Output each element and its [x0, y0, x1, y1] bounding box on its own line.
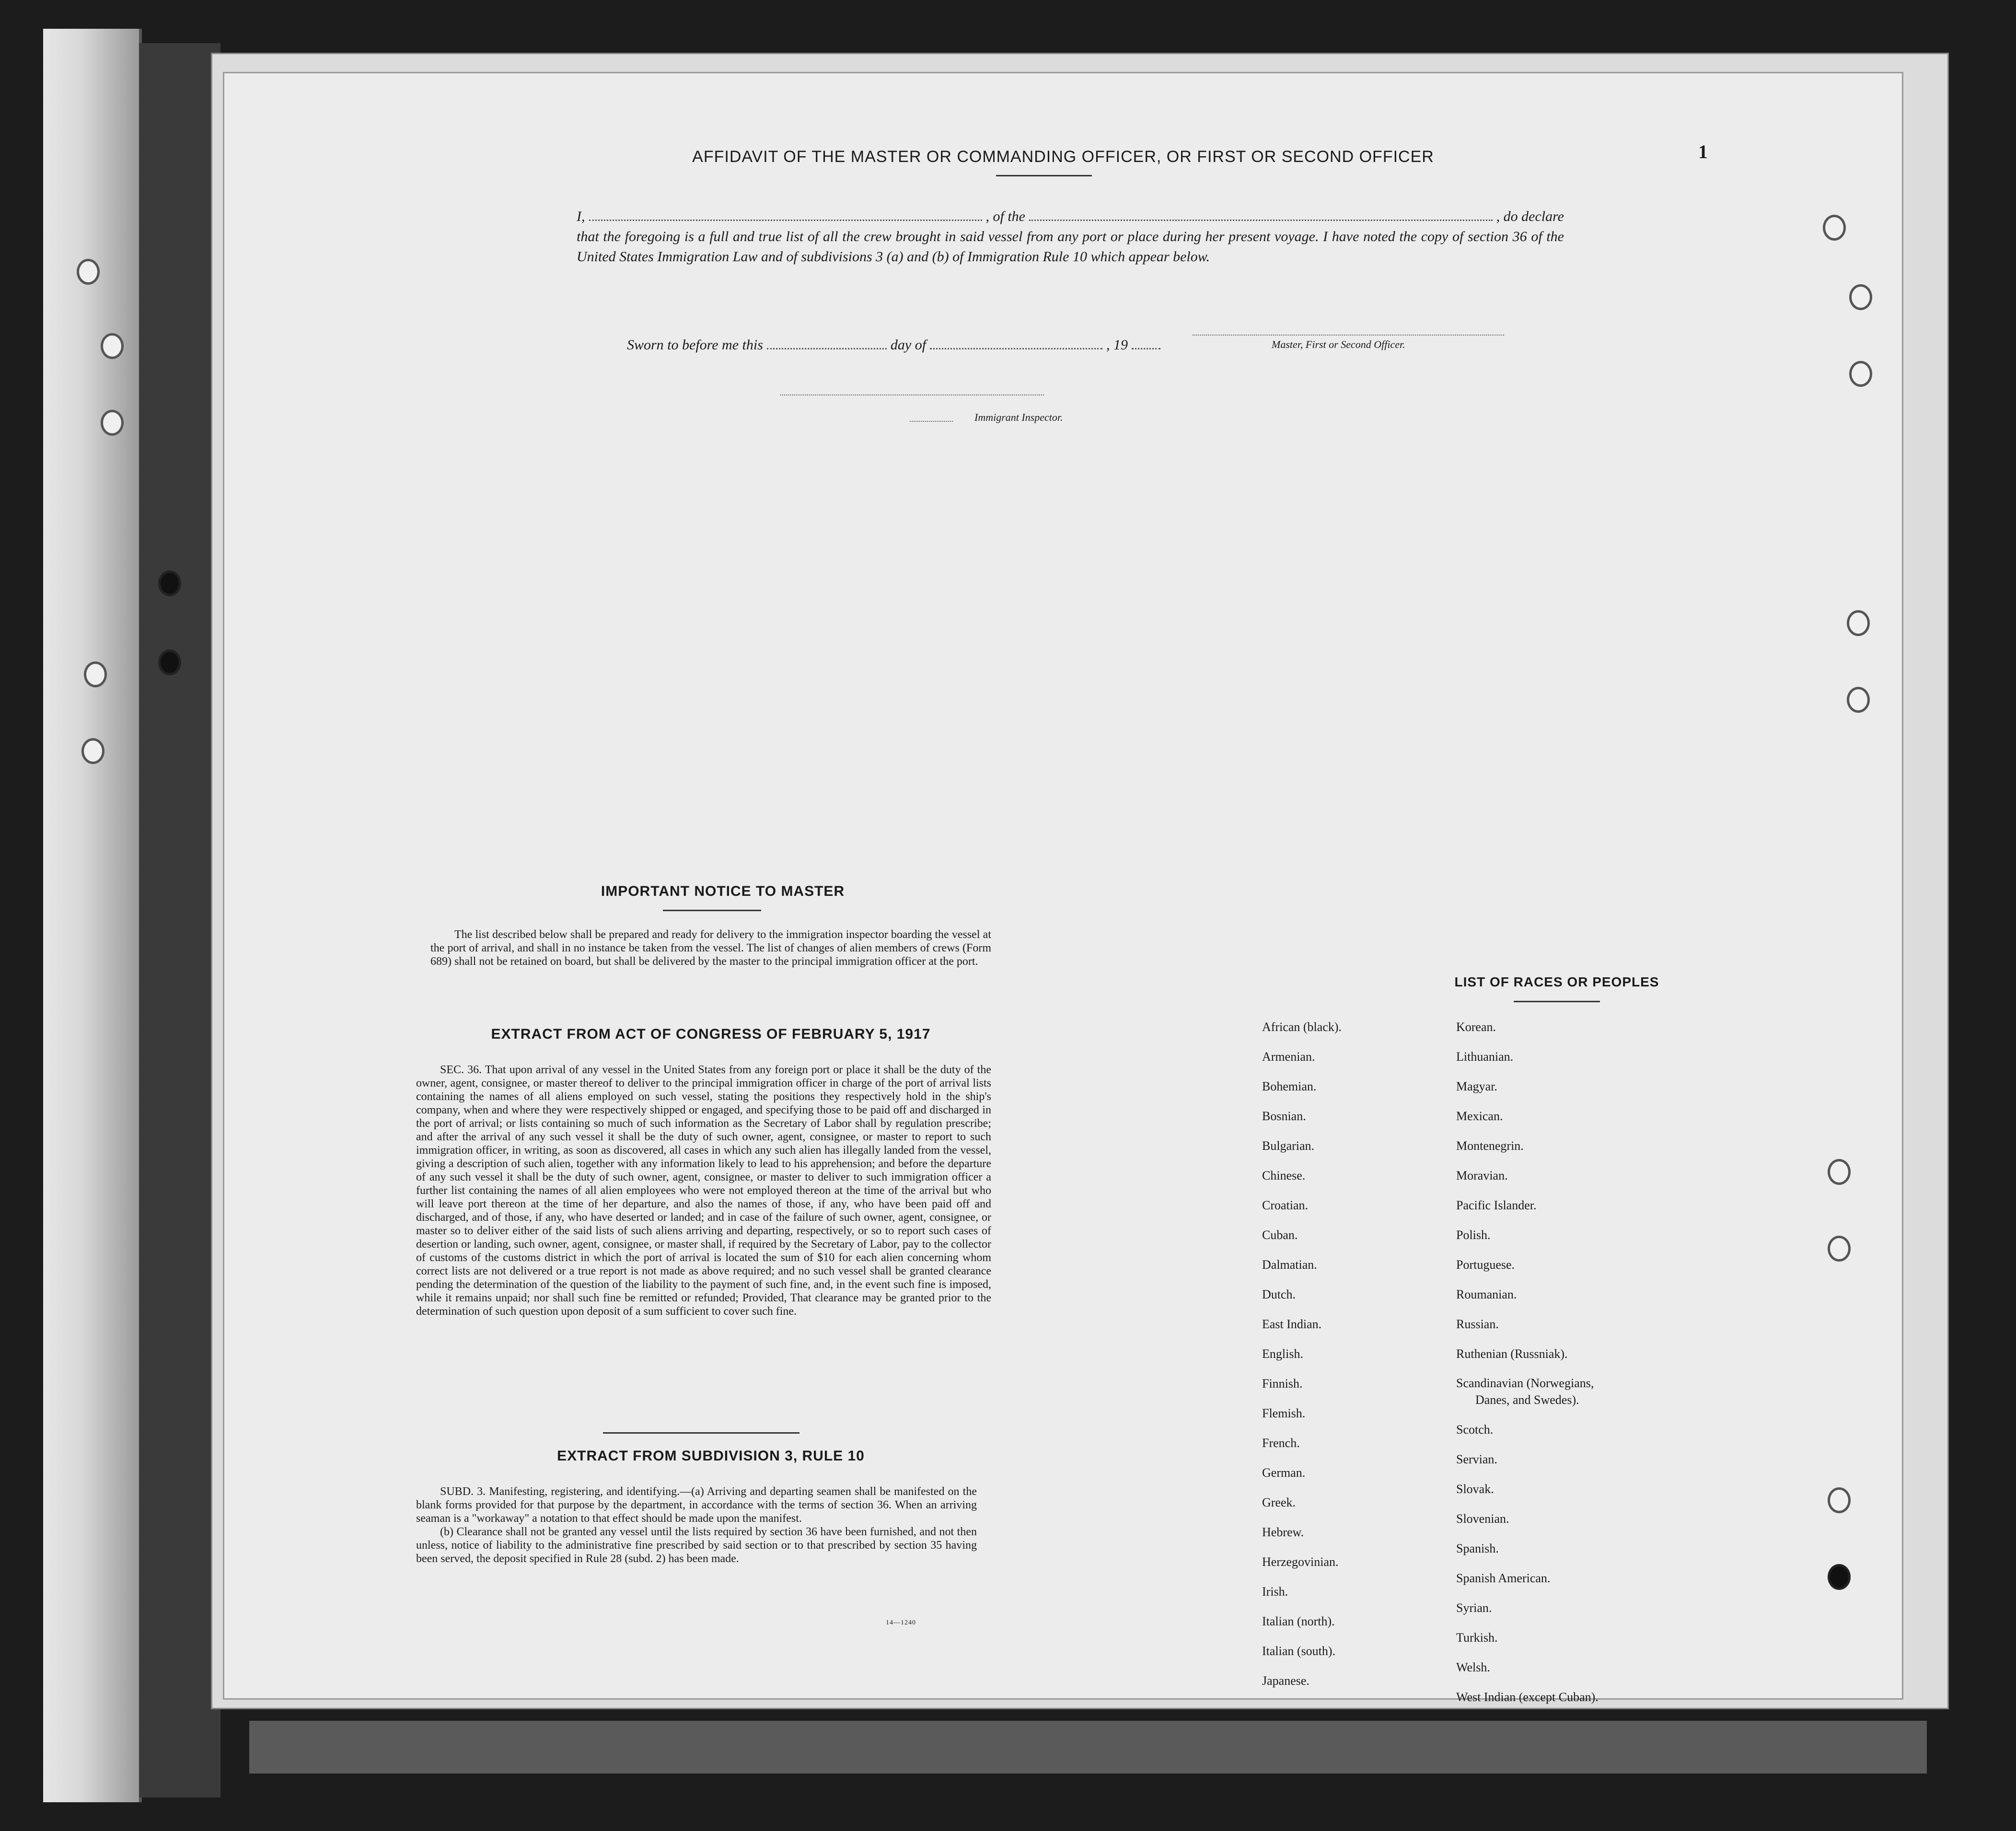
binder-hole — [101, 333, 124, 359]
race-item: Irish. — [1262, 1585, 1288, 1599]
notice-title: IMPORTANT NOTICE TO MASTER — [601, 883, 845, 899]
race-item: English. — [1262, 1347, 1303, 1361]
race-item: Slovak. — [1456, 1482, 1494, 1496]
race-item: Herzegovinian. — [1262, 1555, 1339, 1569]
notice-paragraph: The list described below shall be prepared and ready for delivery to the immigration inspector boarding the vessel at the port of arrival, and shall in no instance be taken from the vessel. The list of changes of alien members of crews (Form 689) shall not be retained on board, but shall be delivered by the master to the principal immigration officer at the port. — [430, 928, 991, 968]
notice-body — [430, 928, 991, 968]
title-rule — [996, 175, 1092, 176]
race-item: Italian (south). — [1262, 1644, 1336, 1658]
day-blank[interactable] — [767, 348, 887, 349]
binder-hole — [1828, 1159, 1851, 1185]
page-number: 1 — [1698, 141, 1708, 162]
race-item: Roumanian. — [1456, 1287, 1517, 1301]
races-left-column — [1262, 1020, 1342, 1704]
binder-hole — [1849, 361, 1872, 387]
race-item: Lithuanian. — [1456, 1050, 1514, 1064]
binder-hole — [1847, 610, 1870, 636]
binder-hole — [1828, 1564, 1851, 1590]
inspector-label: Immigrant Inspector. — [974, 411, 1063, 423]
race-item: East Indian. — [1262, 1317, 1322, 1331]
rule-paragraph-a: SUBD. 3. Manifesting, registering, and identifying.—(a) Arriving and departing seamen shall be manifested on the blank forms provided for that purpose by the department, in accordance with the terms of section 36. When an arriving seaman is a "workaway" a notation to that effect should be made upon the manifest. — [416, 1485, 977, 1525]
day-of-label: day of — [890, 337, 927, 353]
race-item: Scandinavian (Norwegians, — [1456, 1376, 1594, 1390]
manifest-page — [223, 72, 1903, 1704]
affidavit-body — [577, 207, 1564, 267]
race-item: Spanish. — [1456, 1541, 1499, 1555]
act-paragraph: SEC. 36. That upon arrival of any vessel in the United States from any foreign port or place it shall be the duty of the owner, agent, consignee, or master thereof to deliver to the principal immigration officer in charge of the port of arrival lists containing the names of all aliens employed on such vessel, stating the positions they respectively hold in the ship's company, when and where they were respectively shipped or engaged, and specifying those to be paid off and discharged in the port of arrival; or lists containing so much of such information as the Secretary of Labor shall by regulation prescribe; and after the arrival of any such vessel it shall be the duty of such owner, agent, consignee, or master to report to such immigration officer, in writing, as soon as discovered, all cases in which any such alien has illegally landed from the vessel, giving a description of such alien, together with any information likely to lead to his apprehension; and before the departure of any such vessel it shall be the duty of such owner, agent, consignee, or master to deliver to such immigration officer a further list containing the names of all alien employees who were not employed thereon at the time of the arrival but who will leave port thereon at the time of her departure, and also the names of those, if any, who have been paid off and discharged, and of those, if any, who have deserted or landed; and in case of the failure of such owner, agent, consignee, or master so to deliver either of the said lists of such aliens arriving and departing, respectively, or so to report such cases of desertion or landing, such owner, agent, consignee, or master shall, if required by the Secretary of Labor, pay to the collector of customs of the customs district in which the port of arrival is located the sum of $10 for each alien concerning whom correct lists are not delivered or a true report is not made as above required; and no such vessel shall be granted clearance pending the determination of the question of the liability to the payment of such fine, and, in the event such fine is imposed, while it remains unpaid; nor shall such fine be remitted or refunded; Provided, That clearance may be granted prior to the determination of such question upon deposit of a sum sufficient to cover such fine. — [416, 1064, 991, 1318]
race-item: Servian. — [1456, 1452, 1497, 1466]
race-item: Cuban. — [1262, 1228, 1298, 1242]
race-item: Dalmatian. — [1262, 1258, 1317, 1272]
binder-edge-light — [43, 29, 142, 1802]
race-item: Italian (north). — [1262, 1614, 1335, 1628]
act-rule — [603, 1432, 799, 1434]
act-body — [416, 1063, 991, 1318]
race-item: Bosnian. — [1262, 1109, 1306, 1123]
race-item: Slovenian. — [1456, 1512, 1509, 1526]
race-item: Hebrew. — [1262, 1525, 1304, 1539]
race-item: Armenian. — [1262, 1050, 1315, 1064]
act-title: EXTRACT FROM ACT OF CONGRESS OF FEBRUARY 5, 1917 — [491, 1026, 931, 1042]
race-item: Portuguese. — [1456, 1258, 1515, 1272]
race-item: Montenegrin. — [1456, 1139, 1524, 1153]
name-blank[interactable] — [589, 220, 982, 221]
race-item: Mexican. — [1456, 1109, 1503, 1123]
race-item-continued: Danes, and Swedes). — [1475, 1393, 1579, 1407]
race-item: Magyar. — [1456, 1079, 1497, 1093]
binder-edge-dark — [139, 43, 220, 1797]
race-item: French. — [1262, 1436, 1300, 1450]
race-item: Japanese. — [1262, 1674, 1309, 1688]
binder-hole — [1849, 284, 1872, 310]
declare-label: , do declare — [1496, 209, 1564, 224]
race-item: Chinese. — [1262, 1169, 1306, 1182]
race-item: Dutch. — [1262, 1287, 1296, 1301]
sworn-line — [627, 337, 1442, 353]
race-item: Ruthenian (Russniak). — [1456, 1347, 1568, 1361]
race-item: African (black). — [1262, 1020, 1342, 1034]
binder-hole — [1847, 687, 1870, 713]
inspector-label-leader — [910, 421, 953, 422]
rule-paragraph-b: (b) Clearance shall not be granted any vessel until the lists required by section 36 have been furnished, and not then unless, notice of liability to the administrative fine prescribed by said section or to that prescribed by section 35 having been served, the deposit specified in Rule 28 (subd. 2) has been made. — [416, 1526, 977, 1565]
race-item: German. — [1262, 1466, 1306, 1480]
race-item: Turkish. — [1456, 1631, 1498, 1645]
month-blank[interactable] — [930, 348, 1102, 349]
year-blank[interactable] — [1132, 348, 1160, 349]
bottom-scan-edge — [249, 1721, 1927, 1773]
of-the-label: , of the — [985, 209, 1025, 224]
affidavit-title: AFFIDAVIT OF THE MASTER OR COMMANDING OFFICER, OR FIRST OR SECOND OFFICER — [692, 148, 1434, 166]
race-item: Greek. — [1262, 1495, 1296, 1509]
year-label: , 19 — [1106, 337, 1128, 353]
signature-label: Master, First or Second Officer. — [1272, 338, 1405, 350]
race-item: West Indian (except Cuban). — [1456, 1690, 1599, 1704]
race-item: Polish. — [1456, 1228, 1491, 1242]
race-item: Finnish. — [1262, 1377, 1303, 1391]
binder-hole — [84, 661, 107, 687]
race-item: Scotch. — [1456, 1423, 1494, 1437]
binder-hole — [81, 738, 104, 764]
inspector-signature-blank[interactable] — [780, 394, 1044, 395]
race-item: Russian. — [1456, 1317, 1499, 1331]
rule-body — [416, 1485, 977, 1565]
binder-hole — [1823, 215, 1846, 241]
form-number: 14—1240 — [886, 1619, 916, 1626]
binder-hole — [1828, 1236, 1851, 1262]
race-item: Bohemian. — [1262, 1079, 1317, 1093]
race-item: Croatian. — [1262, 1198, 1309, 1212]
rule-title: EXTRACT FROM SUBDIVISION 3, RULE 10 — [557, 1448, 865, 1464]
binder-hole — [77, 259, 100, 285]
race-item: Flemish. — [1262, 1406, 1306, 1420]
race-item: Syrian. — [1456, 1601, 1492, 1615]
race-item: Moravian. — [1456, 1169, 1508, 1182]
vessel-blank[interactable] — [1029, 220, 1493, 221]
race-item: Welsh. — [1456, 1660, 1490, 1674]
race-item: Bulgarian. — [1262, 1139, 1315, 1153]
races-right-column — [1456, 1020, 1599, 1720]
races-rule — [1514, 1001, 1600, 1002]
affidavit-text: that the foregoing is a full and true list of all the crew brought in said vessel from any port or place during her present voyage. I have noted the copy of section 36 of the United States Immigration Law and of subdivisions 3 (a) and (b) of Immigration Rule 10 which appear below. — [577, 229, 1564, 265]
races-title: LIST OF RACES OR PEOPLES — [1454, 974, 1659, 989]
binder-hole — [158, 570, 181, 596]
affidavit-declaration-line — [577, 207, 1564, 227]
notice-rule — [663, 910, 761, 911]
i-label: I, — [577, 209, 585, 224]
race-item: Pacific Islander. — [1456, 1198, 1537, 1212]
race-item: Spanish American. — [1456, 1571, 1551, 1585]
race-item: Korean. — [1456, 1020, 1496, 1034]
binder-hole — [158, 649, 181, 675]
binder-hole — [1828, 1487, 1851, 1513]
sworn-label: Sworn to before me this — [627, 337, 763, 353]
signature-blank[interactable] — [1193, 335, 1504, 336]
binder-hole — [101, 410, 124, 436]
